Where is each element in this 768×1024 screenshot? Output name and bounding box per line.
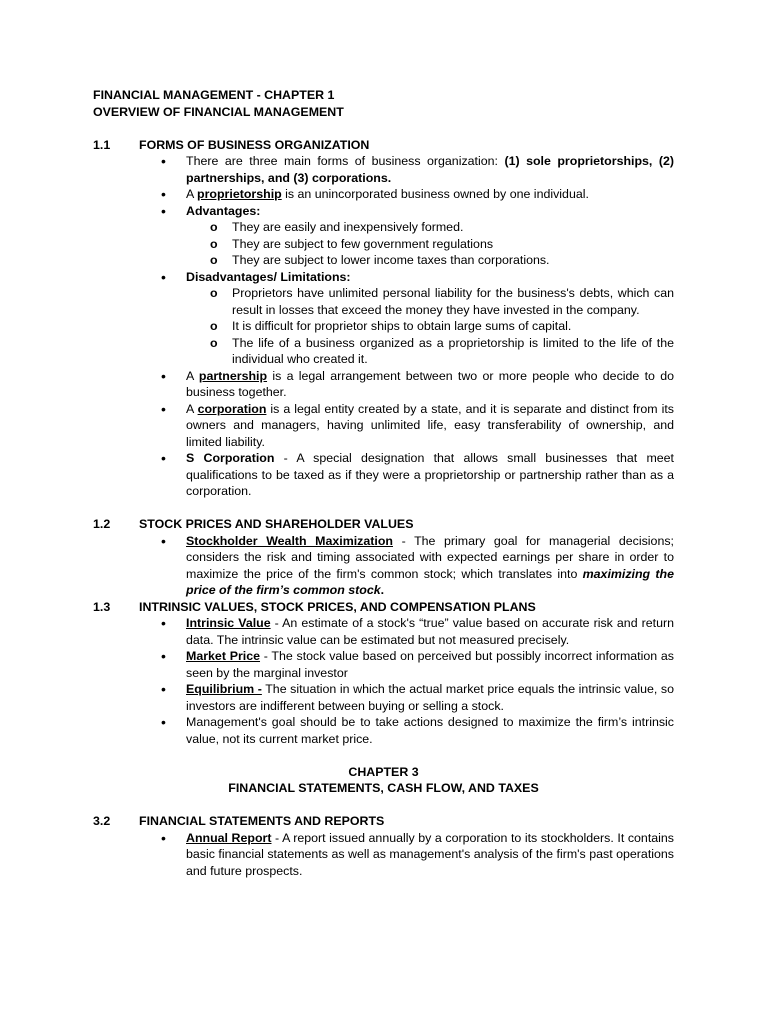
sub-list-item: o They are subject to few government regulations xyxy=(232,236,674,253)
list-item xyxy=(186,681,674,714)
disadvantages-list xyxy=(186,285,674,368)
bold-italic-text: maximizing the price of the firm’s common stock xyxy=(186,566,674,597)
text: - The primary goal for managerial decisions; considers the risk and timing associated with expected earnings per share in order to maximize the price of the firm's common stock; which translates into xyxy=(186,533,674,581)
list-item xyxy=(186,533,674,599)
text: There are three main forms of business organization: xyxy=(186,154,505,168)
list-item xyxy=(186,401,674,451)
list-item xyxy=(186,368,674,401)
section-1-2-list xyxy=(93,533,674,599)
text: - A special designation that allows small businesses that meet qualifications to be taxed as if they were a proprietorship or partnership rather than as a corporation. xyxy=(186,451,674,498)
text: is a legal arrangement between two or more people who decide to do business together. xyxy=(186,368,674,399)
spacer xyxy=(93,500,674,517)
term-equilibrium: Equilibrium - xyxy=(186,682,262,696)
sub-list-item: o It is difficult for proprietor ships to obtain large sums of capital. xyxy=(232,318,674,335)
term-stockholder-wealth-maximization: Stockholder Wealth Maximization xyxy=(186,533,393,548)
spacer xyxy=(93,747,674,764)
advantages-list xyxy=(186,219,674,269)
list-item xyxy=(186,615,674,648)
section-1-1-heading xyxy=(93,137,674,154)
list-item: • Management's goal should be to take actions designed to maximize the firm’s intrinsic value, not its current market price. xyxy=(186,714,674,747)
section-3-2-heading xyxy=(93,813,674,830)
list-item xyxy=(186,203,674,269)
term-s-corporation: S Corporation xyxy=(186,451,275,465)
section-title: FINANCIAL STATEMENTS AND REPORTS xyxy=(139,814,385,828)
text: - A report issued annually by a corporation to its stockholders. It contains basic financial statements as well as management's analysis of the firm's past operations and future prospects. xyxy=(186,830,674,878)
list-item xyxy=(186,830,674,880)
section-1-3-heading xyxy=(93,599,674,616)
term-partnership: partnership xyxy=(198,368,268,383)
term-intrinsic-value: Intrinsic Value xyxy=(186,616,271,630)
section-number: 1.1 xyxy=(93,137,111,152)
sub-list-item: o Proprietors have unlimited personal liability for the business's debts, which can result in losses that exceed the money they have invested in the company. xyxy=(232,285,674,318)
text: A xyxy=(186,368,199,383)
document-title-line2: OVERVIEW OF FINANCIAL MANAGEMENT xyxy=(93,104,344,119)
section-number: 1.3 xyxy=(93,599,111,614)
section-1-2-heading xyxy=(93,516,674,533)
section-title: INTRINSIC VALUES, STOCK PRICES, AND COMPENSATION PLANS xyxy=(139,599,536,614)
list-item xyxy=(186,648,674,681)
sub-list-item: o They are subject to lower income taxes than corporations. xyxy=(232,252,674,269)
text: - An estimate of a stock's “true” value based on accurate risk and return data. The intrinsic value can be estimated but not measured precisely. xyxy=(186,616,674,647)
section-title: STOCK PRICES AND SHAREHOLDER VALUES xyxy=(139,517,414,531)
text: is an unincorporated business owned by one individual. xyxy=(281,187,589,201)
term-proprietorship: proprietorship xyxy=(197,187,282,201)
list-item xyxy=(186,450,674,500)
list-item xyxy=(186,186,674,203)
term-annual-report: Annual Report xyxy=(186,830,272,845)
bold-text: (1) sole proprietorships, (2) partnerships, and (3) corporations. xyxy=(186,154,675,185)
section-3-2-list xyxy=(93,830,674,880)
text: . xyxy=(380,583,385,597)
disadvantages-label: Disadvantages/ Limitations: xyxy=(186,269,351,284)
list-item xyxy=(186,269,674,368)
text: The situation in which the actual market price equals the intrinsic value, so investors are indifferent between buying or selling a stock. xyxy=(186,682,674,713)
chapter-3-heading: CHAPTER 3 xyxy=(348,764,419,779)
section-1-1-list xyxy=(93,153,674,500)
section-number: 3.2 xyxy=(93,814,111,828)
section-number: 1.2 xyxy=(93,517,111,531)
sub-list-item: o The life of a business organized as a proprietorship is limited to the life of the individual who created it. xyxy=(232,335,674,368)
term-market-price: Market Price xyxy=(186,649,261,663)
chapter-3-title: FINANCIAL STATEMENTS, CASH FLOW, AND TAXES xyxy=(228,781,539,795)
document-title-line1: FINANCIAL MANAGEMENT - CHAPTER 1 xyxy=(93,88,335,102)
text: A xyxy=(186,401,198,416)
text: - The stock value based on perceived but possibly incorrect information as seen by the marginal investor xyxy=(186,649,674,680)
sub-list-item: o They are easily and inexpensively formed. xyxy=(232,219,674,236)
text: is a legal entity created by a state, and it is separate and distinct from its owners and managers, having unlimited life, easy transferability of ownership, and limited liability. xyxy=(186,401,674,449)
section-title: FORMS OF BUSINESS ORGANIZATION xyxy=(139,137,370,152)
advantages-label: Advantages: xyxy=(186,203,261,218)
section-1-3-list xyxy=(93,615,674,747)
spacer xyxy=(93,120,674,137)
term-corporation: corporation xyxy=(197,401,267,416)
spacer xyxy=(93,797,674,814)
text: A xyxy=(186,187,198,201)
list-item xyxy=(186,153,674,186)
